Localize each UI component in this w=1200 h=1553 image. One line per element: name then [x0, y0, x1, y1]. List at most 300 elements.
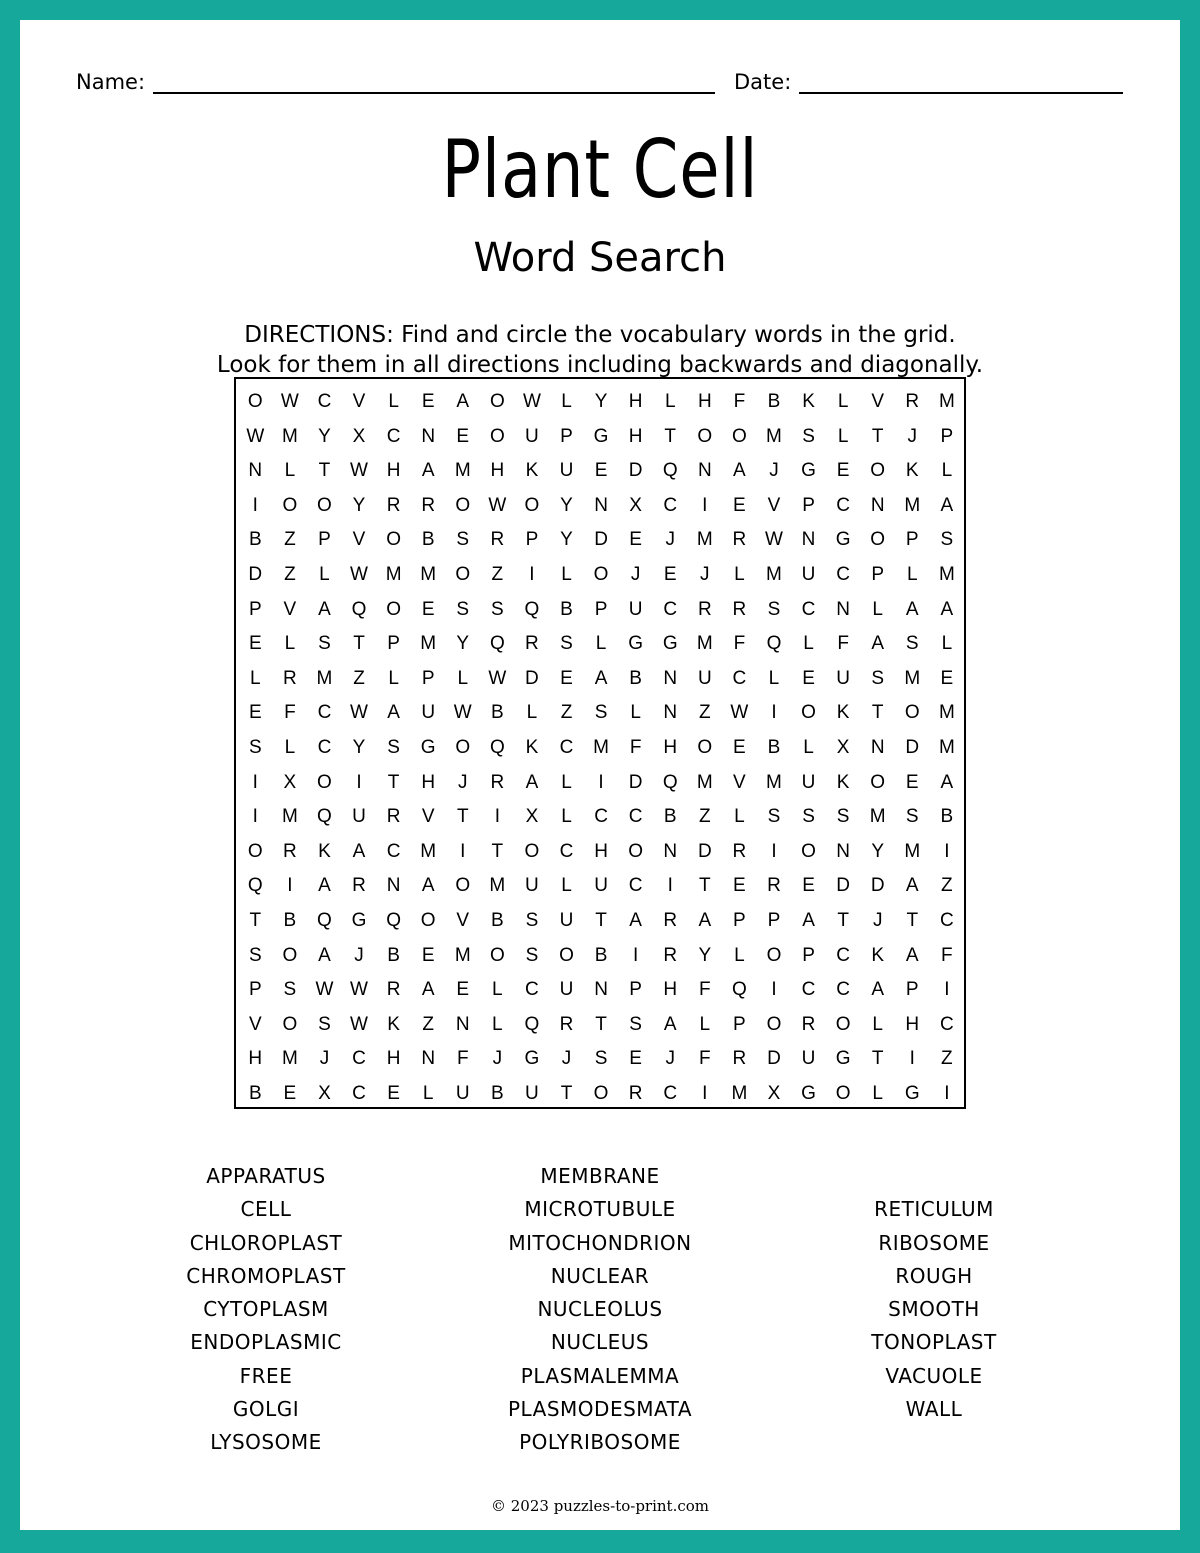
grid-letter[interactable]: O: [870, 460, 886, 482]
date-field[interactable]: [734, 70, 1123, 94]
grid-letter[interactable]: E: [733, 494, 746, 516]
grid-letter[interactable]: O: [489, 944, 505, 966]
grid-letter[interactable]: C: [836, 494, 850, 516]
grid-letter[interactable]: P: [802, 944, 815, 966]
grid-letter[interactable]: E: [560, 667, 573, 689]
grid-letter[interactable]: T: [871, 702, 884, 724]
grid-letter[interactable]: F: [733, 633, 746, 655]
grid-letter[interactable]: B: [594, 944, 608, 966]
grid-letter[interactable]: O: [247, 840, 263, 862]
grid-letter[interactable]: P: [248, 598, 262, 620]
grid-letter[interactable]: E: [802, 667, 815, 689]
grid-letter[interactable]: L: [561, 875, 572, 897]
grid-letter[interactable]: R: [386, 806, 401, 828]
grid-letter[interactable]: W: [246, 425, 265, 447]
grid-letter[interactable]: E: [733, 736, 746, 758]
grid-letter[interactable]: J: [872, 909, 883, 931]
grid-letter[interactable]: W: [730, 702, 749, 724]
grid-letter[interactable]: P: [905, 529, 919, 551]
grid-letter[interactable]: C: [525, 979, 539, 1001]
grid-letter[interactable]: A: [421, 979, 435, 1001]
grid-letter[interactable]: H: [663, 736, 678, 758]
grid-letter[interactable]: Q: [489, 633, 505, 655]
grid-letter[interactable]: S: [594, 702, 608, 724]
grid-letter[interactable]: F: [629, 736, 642, 758]
grid-letter[interactable]: A: [940, 771, 954, 793]
grid-letter[interactable]: R: [525, 633, 539, 655]
grid-letter[interactable]: R: [663, 909, 678, 931]
grid-letter[interactable]: E: [940, 667, 954, 689]
grid-letter[interactable]: P: [767, 909, 781, 931]
grid-letter[interactable]: L: [941, 460, 953, 482]
grid-letter[interactable]: C: [836, 563, 850, 585]
grid-letter[interactable]: S: [456, 529, 470, 551]
grid-letter[interactable]: O: [731, 425, 747, 447]
grid-letter[interactable]: P: [318, 529, 331, 551]
grid-letter[interactable]: L: [664, 391, 676, 412]
grid-letter[interactable]: A: [318, 944, 331, 966]
grid-letter[interactable]: S: [767, 598, 781, 620]
grid-letter[interactable]: Q: [317, 909, 332, 931]
grid-letter[interactable]: L: [872, 598, 883, 620]
grid-letter[interactable]: H: [663, 979, 678, 1001]
grid-letter[interactable]: S: [802, 806, 815, 828]
grid-letter[interactable]: I: [529, 563, 535, 585]
grid-letter[interactable]: S: [836, 806, 850, 828]
grid-letter[interactable]: P: [905, 979, 919, 1001]
grid-letter[interactable]: B: [283, 909, 297, 931]
grid-letter[interactable]: U: [628, 598, 643, 620]
grid-letter[interactable]: C: [352, 1048, 366, 1070]
grid-letter[interactable]: L: [595, 633, 607, 655]
grid-letter[interactable]: I: [598, 771, 604, 793]
grid-letter[interactable]: O: [420, 909, 436, 931]
grid-letter[interactable]: Y: [560, 494, 573, 516]
grid-letter[interactable]: R: [732, 1048, 747, 1070]
grid-letter[interactable]: D: [628, 460, 643, 482]
grid-letter[interactable]: U: [352, 806, 366, 828]
grid-letter[interactable]: D: [697, 840, 712, 862]
grid-letter[interactable]: M: [766, 563, 782, 585]
grid-letter[interactable]: V: [248, 1013, 262, 1035]
grid-letter[interactable]: O: [904, 702, 920, 724]
grid-letter[interactable]: P: [594, 598, 608, 620]
grid-letter[interactable]: M: [281, 806, 298, 828]
grid-letter[interactable]: C: [628, 875, 643, 897]
grid-letter[interactable]: C: [801, 979, 816, 1001]
grid-letter[interactable]: O: [835, 1013, 851, 1035]
grid-letter[interactable]: V: [352, 391, 366, 412]
grid-letter[interactable]: O: [455, 563, 471, 585]
grid-letter[interactable]: P: [733, 1013, 746, 1035]
grid-letter[interactable]: L: [734, 944, 745, 966]
grid-letter[interactable]: W: [280, 391, 299, 412]
grid-letter[interactable]: G: [835, 529, 851, 551]
grid-letter[interactable]: Q: [386, 909, 401, 931]
grid-letter[interactable]: M: [904, 494, 921, 516]
grid-letter[interactable]: L: [630, 702, 641, 724]
grid-letter[interactable]: K: [525, 460, 539, 482]
grid-letter[interactable]: L: [561, 771, 572, 793]
grid-letter[interactable]: L: [941, 633, 953, 655]
grid-letter[interactable]: C: [939, 909, 954, 931]
grid-letter[interactable]: L: [561, 563, 572, 585]
grid-letter[interactable]: O: [455, 736, 471, 758]
grid-letter[interactable]: L: [734, 563, 745, 585]
grid-letter[interactable]: D: [870, 875, 885, 897]
grid-letter[interactable]: E: [905, 771, 919, 793]
grid-letter[interactable]: R: [732, 598, 747, 620]
grid-letter[interactable]: I: [944, 1082, 950, 1104]
grid-letter[interactable]: R: [421, 494, 436, 516]
grid-letter[interactable]: W: [522, 391, 541, 412]
grid-letter[interactable]: M: [696, 771, 713, 793]
grid-letter[interactable]: O: [697, 736, 713, 758]
grid-letter[interactable]: L: [388, 391, 399, 412]
grid-letter[interactable]: K: [836, 702, 850, 724]
date-line[interactable]: [799, 72, 1123, 94]
grid-letter[interactable]: E: [663, 563, 677, 585]
grid-letter[interactable]: N: [870, 494, 885, 516]
grid-letter[interactable]: U: [801, 563, 816, 585]
grid-letter[interactable]: I: [287, 875, 293, 897]
grid-letter[interactable]: O: [835, 1082, 851, 1104]
grid-letter[interactable]: H: [905, 1013, 920, 1035]
grid-letter[interactable]: L: [803, 736, 814, 758]
grid-letter[interactable]: C: [836, 979, 850, 1001]
grid-letter[interactable]: K: [318, 840, 331, 862]
grid-letter[interactable]: L: [457, 667, 469, 689]
grid-letter[interactable]: I: [944, 840, 950, 862]
grid-letter[interactable]: B: [490, 909, 504, 931]
grid-letter[interactable]: U: [836, 667, 850, 689]
grid-letter[interactable]: V: [733, 771, 746, 793]
grid-letter[interactable]: C: [386, 840, 401, 862]
grid-letter[interactable]: O: [593, 563, 609, 585]
grid-letter[interactable]: L: [388, 667, 399, 689]
grid-letter[interactable]: Q: [247, 875, 263, 897]
grid-letter[interactable]: I: [494, 806, 500, 828]
grid-letter[interactable]: Z: [560, 702, 573, 724]
grid-letter[interactable]: M: [385, 563, 402, 585]
grid-letter[interactable]: S: [318, 633, 331, 655]
grid-letter[interactable]: O: [870, 529, 886, 551]
grid-letter[interactable]: V: [421, 806, 435, 828]
grid-letter[interactable]: H: [386, 460, 401, 482]
grid-letter[interactable]: A: [629, 909, 642, 931]
grid-letter[interactable]: S: [905, 806, 919, 828]
grid-letter[interactable]: A: [940, 494, 954, 516]
grid-letter[interactable]: N: [663, 667, 678, 689]
grid-letter[interactable]: L: [837, 425, 849, 447]
grid-letter[interactable]: R: [490, 529, 505, 551]
grid-letter[interactable]: U: [525, 875, 539, 897]
grid-letter[interactable]: E: [456, 979, 470, 1001]
grid-letter[interactable]: U: [525, 1082, 539, 1104]
grid-letter[interactable]: J: [458, 771, 468, 793]
grid-letter[interactable]: L: [284, 460, 296, 482]
grid-letter[interactable]: T: [387, 771, 400, 793]
grid-letter[interactable]: R: [732, 840, 747, 862]
grid-letter[interactable]: F: [941, 944, 953, 966]
grid-letter[interactable]: O: [247, 391, 263, 412]
grid-letter[interactable]: I: [252, 771, 258, 793]
grid-letter[interactable]: O: [317, 771, 332, 793]
grid-letter[interactable]: N: [248, 460, 263, 482]
grid-letter[interactable]: N: [421, 1048, 436, 1070]
grid-letter[interactable]: O: [282, 494, 298, 516]
grid-letter[interactable]: B: [629, 667, 642, 689]
grid-letter[interactable]: Y: [594, 391, 608, 412]
grid-letter[interactable]: H: [628, 391, 643, 412]
grid-letter[interactable]: D: [594, 529, 608, 551]
grid-letter[interactable]: P: [387, 633, 400, 655]
grid-letter[interactable]: F: [284, 702, 296, 724]
grid-letter[interactable]: G: [801, 460, 816, 482]
grid-letter[interactable]: G: [420, 736, 436, 758]
grid-letter[interactable]: V: [352, 529, 366, 551]
grid-letter[interactable]: F: [837, 633, 849, 655]
grid-letter[interactable]: I: [460, 840, 466, 862]
grid-letter[interactable]: P: [871, 563, 885, 585]
grid-letter[interactable]: I: [771, 840, 777, 862]
grid-letter[interactable]: A: [905, 598, 919, 620]
grid-letter[interactable]: O: [559, 944, 574, 966]
grid-letter[interactable]: E: [802, 875, 815, 897]
grid-letter[interactable]: K: [905, 460, 919, 482]
grid-letter[interactable]: I: [702, 494, 708, 516]
grid-letter[interactable]: T: [595, 1013, 607, 1035]
grid-letter[interactable]: G: [662, 633, 678, 655]
grid-letter[interactable]: Y: [352, 494, 366, 516]
grid-letter[interactable]: R: [801, 1013, 816, 1035]
grid-letter[interactable]: S: [767, 806, 781, 828]
grid-letter[interactable]: C: [732, 667, 747, 689]
grid-letter[interactable]: L: [561, 806, 572, 828]
grid-letter[interactable]: L: [284, 736, 296, 758]
grid-letter[interactable]: Y: [560, 529, 573, 551]
grid-letter[interactable]: Y: [698, 944, 712, 966]
grid-letter[interactable]: Y: [456, 633, 470, 655]
grid-letter[interactable]: Z: [941, 1048, 953, 1070]
grid-letter[interactable]: W: [350, 702, 368, 724]
grid-letter[interactable]: M: [281, 425, 298, 447]
grid-letter[interactable]: M: [904, 667, 921, 689]
grid-letter[interactable]: O: [766, 1013, 782, 1035]
grid-letter[interactable]: C: [628, 806, 643, 828]
grid-letter[interactable]: R: [628, 1082, 643, 1104]
grid-letter[interactable]: S: [490, 598, 504, 620]
name-line[interactable]: [153, 72, 715, 94]
grid-letter[interactable]: E: [421, 598, 435, 620]
grid-letter[interactable]: C: [559, 736, 574, 758]
grid-letter[interactable]: L: [492, 1013, 503, 1035]
grid-letter[interactable]: A: [905, 944, 919, 966]
name-field[interactable]: [76, 70, 715, 94]
grid-letter[interactable]: I: [633, 944, 639, 966]
grid-letter[interactable]: R: [283, 840, 297, 862]
grid-letter[interactable]: K: [525, 736, 539, 758]
grid-letter[interactable]: E: [836, 460, 850, 482]
grid-letter[interactable]: R: [767, 875, 781, 897]
grid-letter[interactable]: D: [767, 1048, 781, 1070]
grid-letter[interactable]: Q: [766, 633, 782, 655]
grid-letter[interactable]: N: [801, 529, 816, 551]
grid-letter[interactable]: W: [453, 702, 472, 724]
grid-letter[interactable]: U: [525, 425, 539, 447]
grid-letter[interactable]: Y: [352, 736, 366, 758]
grid-letter[interactable]: K: [802, 391, 815, 412]
grid-letter[interactable]: G: [628, 633, 644, 655]
grid-letter[interactable]: Z: [353, 667, 365, 689]
grid-letter[interactable]: T: [871, 1048, 884, 1070]
grid-letter[interactable]: K: [387, 1013, 400, 1035]
grid-letter[interactable]: M: [938, 391, 955, 412]
grid-letter[interactable]: Z: [284, 563, 296, 585]
grid-letter[interactable]: P: [421, 667, 435, 689]
grid-letter[interactable]: E: [456, 425, 470, 447]
grid-letter[interactable]: G: [593, 425, 609, 447]
grid-letter[interactable]: L: [872, 1082, 883, 1104]
grid-letter[interactable]: S: [387, 736, 400, 758]
grid-letter[interactable]: L: [734, 806, 745, 828]
grid-letter[interactable]: G: [801, 1082, 816, 1104]
grid-letter[interactable]: E: [387, 1082, 400, 1104]
grid-letter[interactable]: F: [456, 1048, 469, 1070]
grid-letter[interactable]: C: [317, 391, 332, 412]
grid-letter[interactable]: M: [593, 736, 609, 758]
grid-letter[interactable]: A: [352, 840, 366, 862]
grid-letter[interactable]: C: [939, 1013, 954, 1035]
grid-letter[interactable]: O: [489, 425, 505, 447]
grid-letter[interactable]: G: [524, 1048, 540, 1070]
grid-letter[interactable]: H: [628, 425, 643, 447]
grid-letter[interactable]: L: [250, 667, 261, 689]
grid-letter[interactable]: H: [421, 771, 436, 793]
grid-letter[interactable]: A: [421, 875, 435, 897]
grid-letter[interactable]: C: [663, 1082, 678, 1104]
grid-letter[interactable]: R: [386, 494, 401, 516]
grid-letter[interactable]: D: [525, 667, 539, 689]
grid-letter[interactable]: C: [836, 944, 850, 966]
grid-letter[interactable]: W: [350, 979, 368, 1001]
grid-letter[interactable]: I: [252, 806, 258, 828]
grid-letter[interactable]: T: [318, 460, 331, 482]
grid-letter[interactable]: S: [871, 667, 885, 689]
grid-letter[interactable]: R: [663, 944, 678, 966]
grid-letter[interactable]: O: [870, 771, 886, 793]
grid-letter[interactable]: E: [248, 702, 262, 724]
grid-letter[interactable]: L: [768, 667, 780, 689]
grid-letter[interactable]: O: [455, 875, 471, 897]
grid-letter[interactable]: R: [386, 979, 401, 1001]
grid-letter[interactable]: S: [456, 598, 470, 620]
grid-letter[interactable]: P: [733, 909, 746, 931]
grid-letter[interactable]: M: [454, 460, 471, 482]
grid-letter[interactable]: I: [909, 1048, 915, 1070]
grid-letter[interactable]: W: [350, 460, 368, 482]
grid-letter[interactable]: A: [421, 460, 435, 482]
grid-letter[interactable]: B: [490, 1082, 504, 1104]
grid-letter[interactable]: L: [906, 563, 918, 585]
grid-letter[interactable]: R: [732, 529, 747, 551]
grid-letter[interactable]: A: [663, 1013, 677, 1035]
grid-letter[interactable]: N: [663, 840, 678, 862]
grid-letter[interactable]: S: [525, 944, 539, 966]
grid-letter[interactable]: S: [905, 633, 919, 655]
grid-letter[interactable]: F: [733, 391, 746, 412]
grid-letter[interactable]: A: [905, 875, 919, 897]
grid-letter[interactable]: N: [697, 460, 712, 482]
grid-letter[interactable]: Q: [524, 1013, 540, 1035]
grid-letter[interactable]: C: [559, 840, 574, 862]
grid-letter[interactable]: H: [386, 1048, 401, 1070]
grid-letter[interactable]: E: [421, 944, 435, 966]
grid-letter[interactable]: S: [318, 1013, 331, 1035]
grid-letter[interactable]: M: [489, 875, 506, 897]
grid-letter[interactable]: A: [318, 598, 331, 620]
grid-letter[interactable]: J: [354, 944, 364, 966]
grid-letter[interactable]: O: [697, 425, 713, 447]
grid-letter[interactable]: O: [801, 702, 816, 724]
grid-letter[interactable]: B: [421, 529, 435, 551]
grid-letter[interactable]: E: [248, 633, 262, 655]
grid-letter[interactable]: Z: [284, 529, 296, 551]
grid-letter[interactable]: O: [766, 944, 782, 966]
grid-letter[interactable]: I: [771, 979, 777, 1001]
grid-letter[interactable]: L: [319, 563, 330, 585]
grid-letter[interactable]: W: [488, 494, 507, 516]
grid-letter[interactable]: M: [316, 667, 333, 689]
grid-letter[interactable]: S: [594, 1048, 608, 1070]
grid-letter[interactable]: U: [801, 1048, 816, 1070]
grid-letter[interactable]: I: [356, 771, 362, 793]
grid-letter[interactable]: H: [594, 840, 608, 862]
grid-letter[interactable]: P: [802, 494, 815, 516]
grid-letter[interactable]: M: [420, 840, 437, 862]
grid-letter[interactable]: X: [767, 1082, 781, 1104]
grid-letter[interactable]: I: [944, 979, 950, 1001]
grid-letter[interactable]: O: [593, 1082, 609, 1104]
grid-letter[interactable]: I: [771, 702, 777, 724]
grid-letter[interactable]: R: [490, 771, 505, 793]
grid-letter[interactable]: E: [421, 391, 435, 412]
grid-letter[interactable]: M: [420, 563, 437, 585]
grid-letter[interactable]: Y: [318, 425, 331, 447]
grid-letter[interactable]: W: [350, 1013, 368, 1035]
grid-letter[interactable]: O: [524, 840, 540, 862]
grid-letter[interactable]: Y: [871, 840, 885, 862]
grid-letter[interactable]: O: [282, 944, 298, 966]
grid-letter[interactable]: M: [454, 944, 471, 966]
grid-letter[interactable]: V: [871, 391, 885, 412]
grid-letter[interactable]: N: [421, 425, 436, 447]
grid-letter[interactable]: L: [492, 979, 503, 1001]
grid-letter[interactable]: B: [767, 391, 781, 412]
grid-letter[interactable]: M: [281, 1048, 298, 1070]
grid-letter[interactable]: X: [318, 1082, 331, 1104]
grid-letter[interactable]: C: [317, 736, 332, 758]
grid-letter[interactable]: G: [835, 1048, 851, 1070]
grid-letter[interactable]: N: [455, 1013, 470, 1035]
grid-letter[interactable]: M: [938, 563, 955, 585]
grid-letter[interactable]: O: [628, 840, 644, 862]
grid-letter[interactable]: X: [836, 736, 850, 758]
grid-letter[interactable]: J: [907, 425, 918, 447]
grid-letter[interactable]: T: [664, 425, 677, 447]
grid-letter[interactable]: O: [317, 494, 332, 516]
grid-letter[interactable]: N: [836, 598, 850, 620]
